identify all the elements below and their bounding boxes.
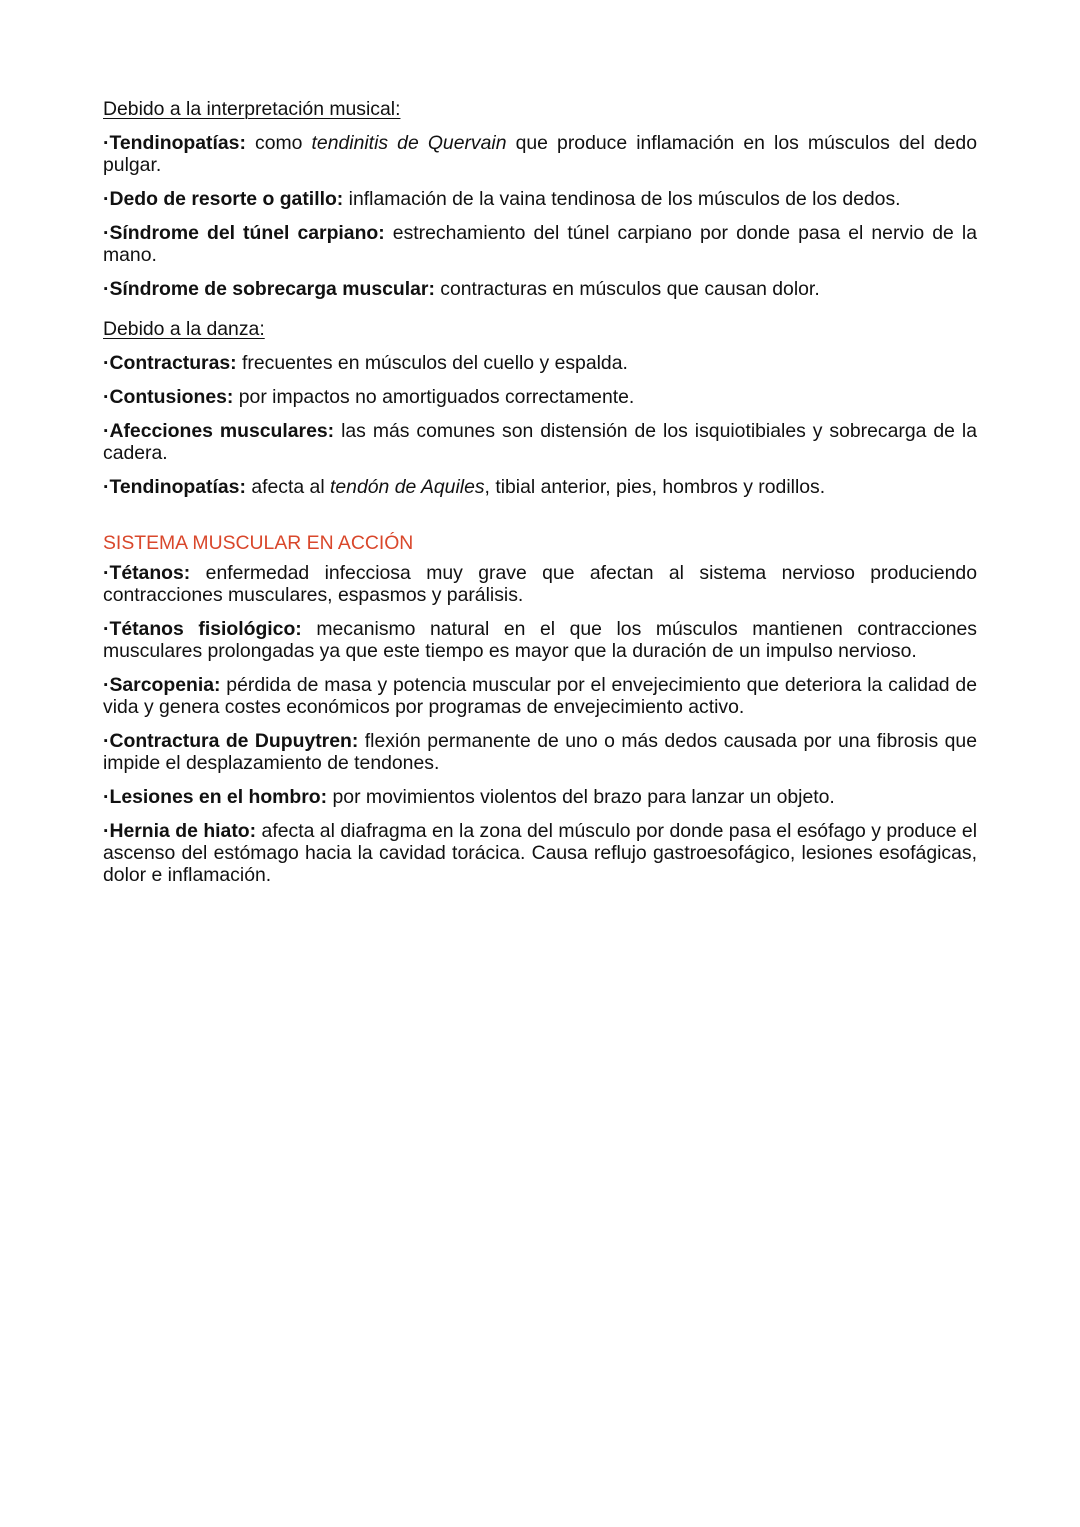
item-term: · Contusiones: xyxy=(103,386,233,408)
item-text: afecta al diafragma en la zona del músculo por donde pasa el esófago y produce el ascenso del estómago hacia la cavidad torácica. Causa reflujo gastroesofágico, lesiones esofágicas, dolor e inflamación. xyxy=(103,820,978,886)
item-text: flexión permanente de uno o más dedos causada por una fibrosis que impide el desplazamiento de tendones. xyxy=(103,730,977,774)
item-term: · Tétanos fisiológico: xyxy=(103,618,302,640)
item-term: · Tendinopatías: xyxy=(103,132,246,154)
item-text: frecuentes en músculos del cuello y espalda. xyxy=(236,352,628,374)
list-item xyxy=(103,386,977,408)
list-item xyxy=(103,420,977,464)
list-item xyxy=(103,618,977,662)
list-item xyxy=(103,786,977,808)
item-term: · Lesiones en el hombro: xyxy=(103,786,327,808)
list-item xyxy=(103,278,977,300)
item-text: mecanismo natural en el que los músculos mantienen contracciones musculares prolongadas ya que este tiempo es mayor que la duración de un impulso nervioso. xyxy=(103,618,977,662)
item-term: · Contracturas: xyxy=(103,352,237,374)
item-term: · Tendinopatías: xyxy=(103,476,246,498)
item-term: · Sarcopenia: xyxy=(103,674,220,696)
list-item xyxy=(103,222,977,266)
list-item xyxy=(103,188,977,210)
item-text: , tibial anterior, pies, hombros y rodillos. xyxy=(484,476,826,498)
item-text: inflamación de la vaina tendinosa de los músculos de los dedos. xyxy=(343,188,901,210)
music-subheading: Debido a la interpretación musical: xyxy=(103,98,401,120)
item-text: por movimientos violentos del brazo para lanzar un objeto. xyxy=(327,786,835,808)
document-page xyxy=(103,98,977,898)
list-item xyxy=(103,820,977,886)
item-text: contracturas en músculos que causan dolor. xyxy=(434,278,820,300)
section-title: SISTEMA MUSCULAR EN ACCIÓN xyxy=(103,532,414,554)
item-term: · Afecciones musculares: xyxy=(103,420,334,442)
item-text: pérdida de masa y potencia muscular por el envejecimiento que deteriora la calidad de vida y genera costes económicos por programas de envejecimiento activo. xyxy=(103,674,977,718)
list-item xyxy=(103,352,977,374)
item-term: · Dedo de resorte o gatillo: xyxy=(103,188,343,210)
list-item xyxy=(103,674,977,718)
item-text: afecta al xyxy=(245,476,331,498)
item-text: como xyxy=(245,132,312,154)
item-term: · Síndrome de sobrecarga muscular: xyxy=(103,278,435,300)
item-term: · Hernia de hiato: xyxy=(103,820,256,842)
list-item xyxy=(103,562,977,606)
dance-subheading: Debido a la danza: xyxy=(103,318,265,340)
list-item xyxy=(103,132,977,176)
list-item xyxy=(103,730,977,774)
item-italic: tendón de Aquiles xyxy=(330,476,485,498)
item-text: enfermedad infecciosa muy grave que afectan al sistema nervioso produciendo contracciones musculares, espasmos y parálisis. xyxy=(103,562,977,606)
item-term: · Contractura de Dupuytren: xyxy=(103,730,358,752)
item-term: · Tétanos: xyxy=(103,562,190,584)
item-text: que produce inflamación en los músculos del dedo pulgar. xyxy=(103,132,978,176)
item-text: estrechamiento del túnel carpiano por donde pasa el nervio de la mano. xyxy=(103,222,977,266)
item-text: por impactos no amortiguados correctamente. xyxy=(233,386,635,408)
item-italic: tendinitis de Quervain xyxy=(311,132,507,154)
list-item xyxy=(103,476,977,498)
item-text: las más comunes son distensión de los isquiotibiales y sobrecarga de la cadera. xyxy=(103,420,977,464)
item-term: · Síndrome del túnel carpiano: xyxy=(103,222,385,244)
